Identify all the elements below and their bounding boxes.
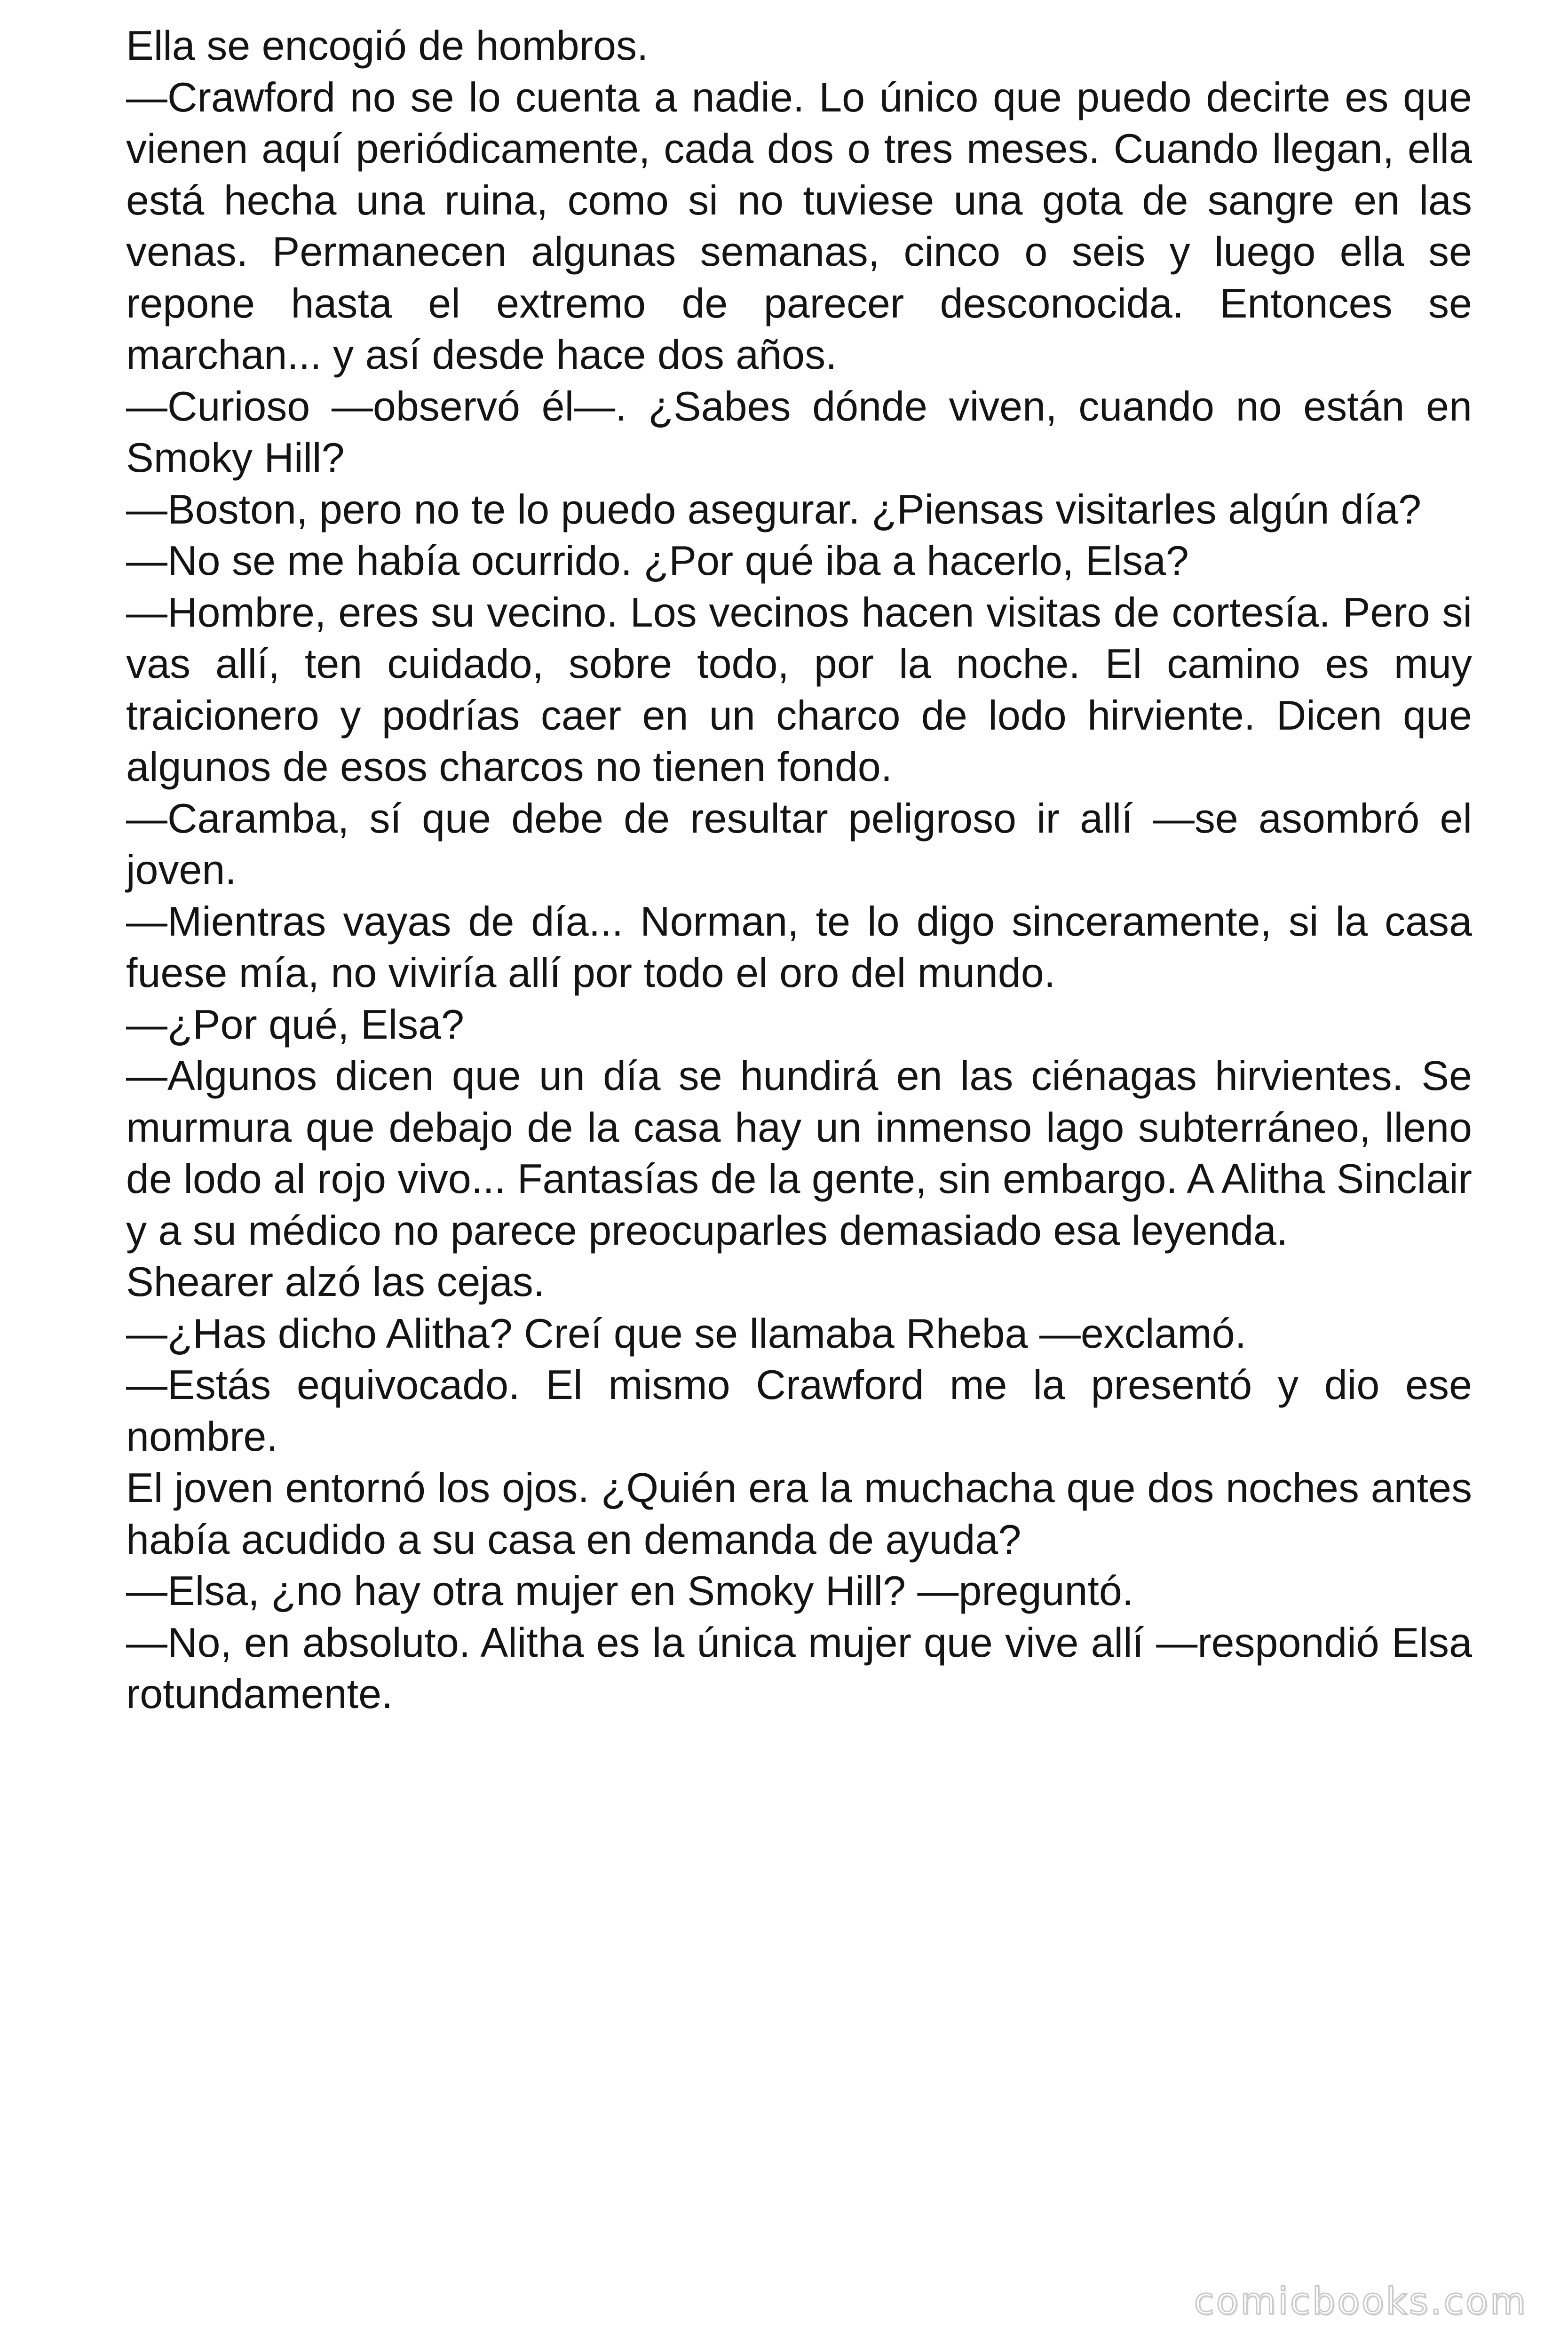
- watermark: comicbooks.com: [1194, 2280, 1528, 2323]
- paragraph: —No, en absoluto. Alitha es la única mujer que vive allí —respondió Elsa rotundamente.: [126, 1619, 1472, 1717]
- paragraph: —Hombre, eres su vecino. Los vecinos hacen visitas de cortesía. Pero si vas allí, ten cuidado, sobre todo, por la noche. El camino es muy traicionero y podrías caer en un charco de lodo hirviente. Dicen que algunos de esos charcos no tienen fondo.: [126, 588, 1472, 790]
- paragraph: —No se me había ocurrido. ¿Por qué iba a hacerlo, Elsa?: [126, 537, 1189, 584]
- paragraph: —Crawford no se lo cuenta a nadie. Lo único que puedo decirte es que vienen aquí periódicamente, cada dos o tres meses. Cuando llegan, ella está hecha una ruina, como si no tuviese una gota de sangre en las venas. Permanecen algunas semanas, cinco o seis y luego ella se repone hasta el extremo de parecer desconocida. Entonces se marchan... y así desde hace dos años.: [126, 73, 1472, 378]
- paragraph: Ella se encogió de hombros.: [126, 22, 649, 69]
- paragraph: Shearer alzó las cejas.: [126, 1258, 545, 1305]
- paragraph: —Algunos dicen que un día se hundirá en las ciénagas hirvientes. Se murmura que debajo de la casa hay un inmenso lago subterráneo, lleno de lodo al rojo vivo... Fantasías de la gente, sin embargo. A Alitha Sinclair y a su médico no parece preocuparles demasiado esa leyenda.: [126, 1052, 1472, 1254]
- paragraph: —¿Has dicho Alitha? Creí que se llamaba Rheba —exclamó.: [126, 1310, 1247, 1357]
- page-text: [126, 20, 1472, 1720]
- paragraph: —Boston, pero no te lo puedo asegurar. ¿Piensas visitarles algún día?: [126, 485, 1422, 532]
- paragraph: —¿Por qué, Elsa?: [126, 1001, 464, 1048]
- paragraph: —Curioso —observó él—. ¿Sabes dónde viven, cuando no están en Smoky Hill?: [126, 382, 1472, 481]
- paragraph: —Estás equivocado. El mismo Crawford me la presentó y dio ese nombre.: [126, 1361, 1472, 1460]
- paragraph: —Elsa, ¿no hay otra mujer en Smoky Hill? —preguntó.: [126, 1567, 1134, 1614]
- paragraph: El joven entornó los ojos. ¿Quién era la muchacha que dos noches antes había acudido a su casa en demanda de ayuda?: [126, 1464, 1472, 1563]
- paragraph: —Mientras vayas de día... Norman, te lo digo sinceramente, si la casa fuese mía, no viviría allí por todo el oro del mundo.: [126, 898, 1472, 996]
- paragraph: —Caramba, sí que debe de resultar peligroso ir allí —se asombró el joven.: [126, 795, 1472, 893]
